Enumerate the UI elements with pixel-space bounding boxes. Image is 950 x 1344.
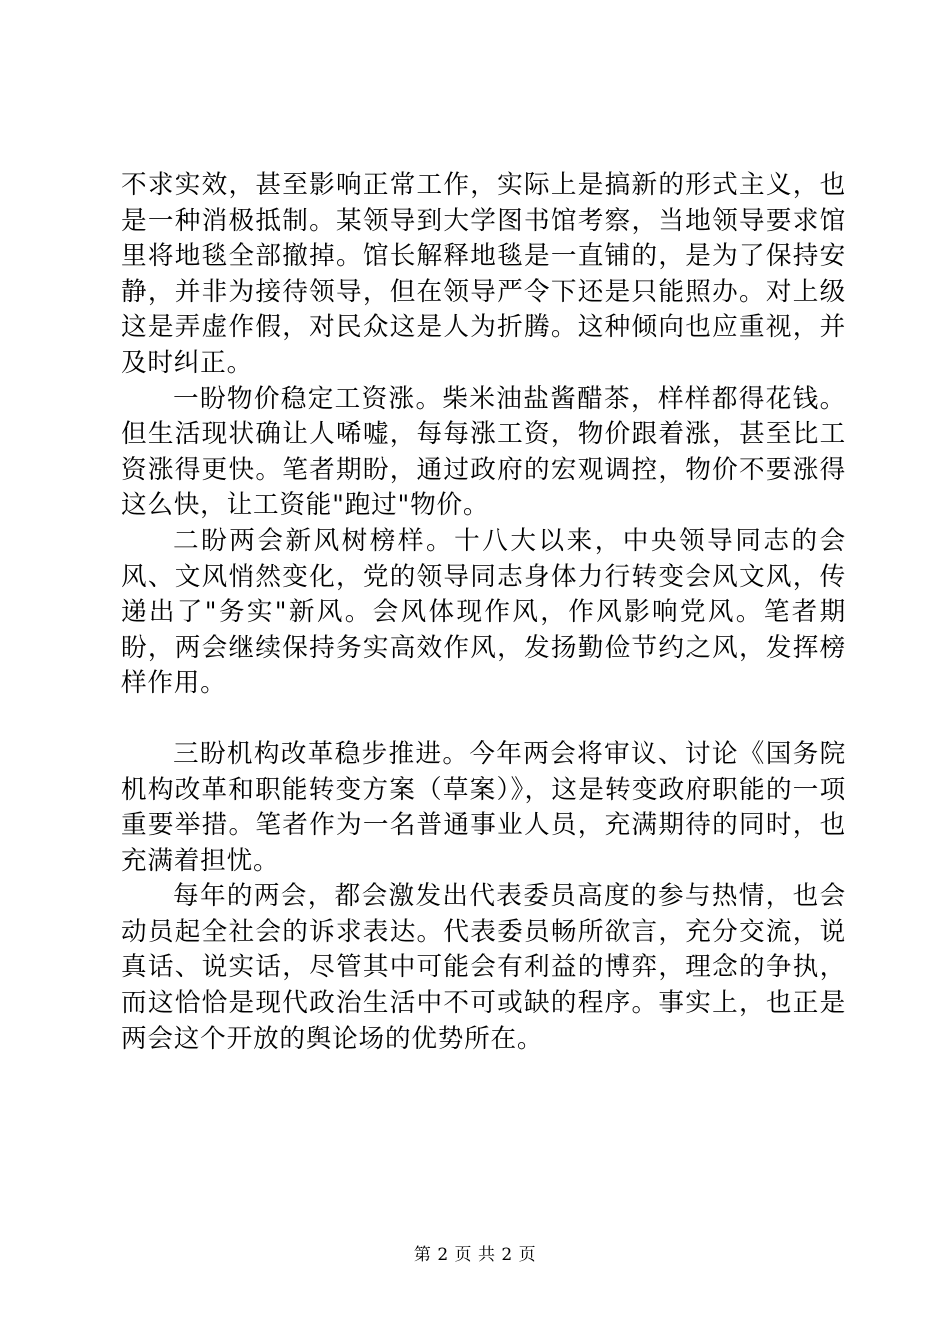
paragraph-wish-one: 一盼物价稳定工资涨。柴米油盐酱醋茶，样样都得花钱。但生活现状确让人唏嘘，每每涨工资，物价跟着涨，甚至比工资涨得更快。笔者期盼，通过政府的宏观调控，物价不要涨得这么快，让工资能"跑过"物价。 xyxy=(121,383,846,521)
paragraph-wish-three: 三盼机构改革稳步推进。今年两会将审议、讨论《国务院机构改革和职能转变方案（草案）》，这是转变政府职能的一项重要举措。笔者作为一名普通事业人员，充满期待的同时，也充满着担忧。 xyxy=(121,738,846,876)
paragraph-wish-two: 二盼两会新风树榜样。十八大以来，中央领导同志的会风、文风悄然变化，党的领导同志身体力行转变会风文风，传递出了"务实"新风。会风体现作风，作风影响党风。笔者期盼，两会继续保持务实高效作风，发扬勤俭节约之风，发挥榜样作用。 xyxy=(121,525,846,699)
paragraph-continuation: 不求实效，甚至影响正常工作，实际上是搞新的形式主义，也是一种消极抵制。某领导到大学图书馆考察，当地领导要求馆里将地毯全部撤掉。馆长解释地毯是一直铺的，是为了保持安静，并非为接待领导，但在领导严令下还是只能照办。对上级这是弄虚作假，对民众这是人为折腾。这种倾向也应重视，并及时纠正。 xyxy=(121,170,846,378)
body-text xyxy=(121,168,846,1057)
paragraph-conclusion: 每年的两会，都会激发出代表委员高度的参与热情，也会动员起全社会的诉求表达。代表委员畅所欲言，充分交流，说真话、说实话，尽管其中可能会有利益的博弈，理念的争执，而这恰恰是现代政治生活中不可或缺的程序。事实上，也正是两会这个开放的舆论场的优势所在。 xyxy=(121,881,846,1054)
page-number-footer: 第 2 页 共 2 页 xyxy=(413,1245,537,1265)
